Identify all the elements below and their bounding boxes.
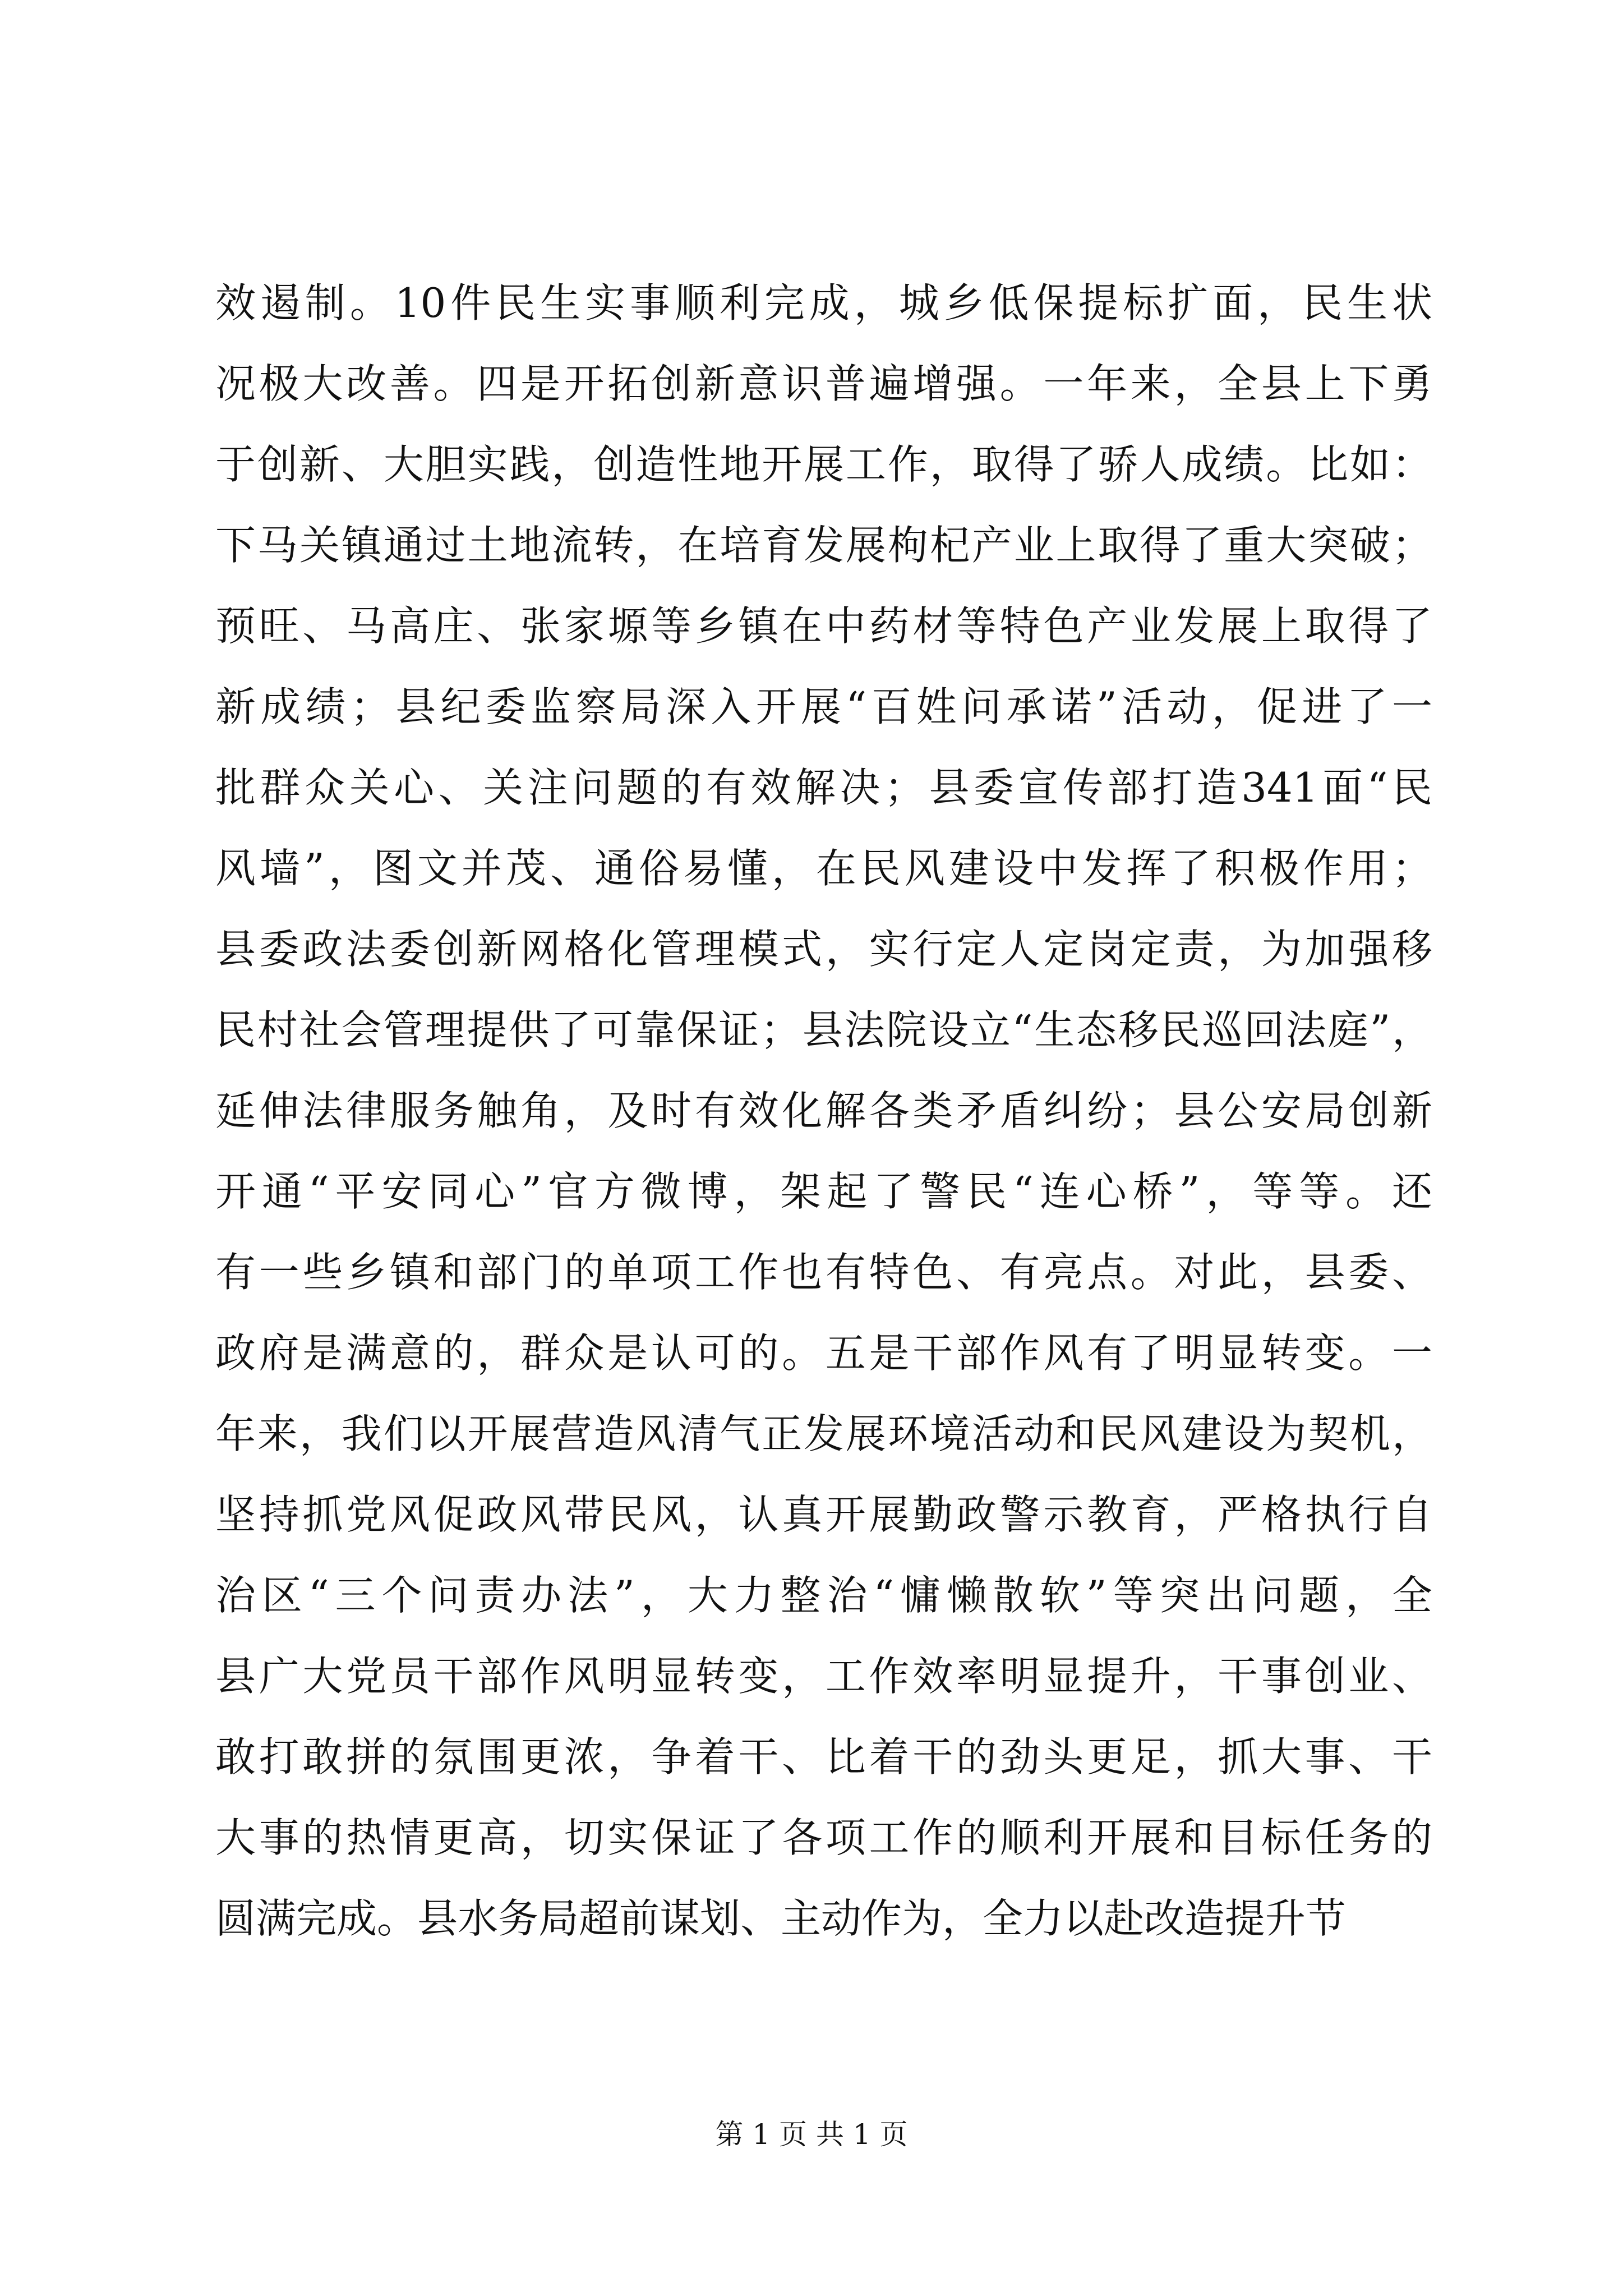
text-line: 风墙”，图文并茂、通俗易懂，在民风建设中发挥了积极作用；	[215, 845, 1432, 892]
text-line: 下马关镇通过土地流转，在培育发展枸杞产业上取得了重大突破；	[215, 522, 1432, 569]
text-line: 县委政法委创新网格化管理模式，实行定人定岗定责，为加强移	[215, 926, 1432, 973]
text-line: 延伸法律服务触角，及时有效化解各类矛盾纠纷；县公安局创新	[215, 1087, 1432, 1134]
text-line: 有一些乡镇和部门的单项工作也有特色、有亮点。对此，县委、	[215, 1249, 1432, 1296]
text-line: 效遏制。10件民生实事顺利完成，城乡低保提标扩面，民生状	[215, 279, 1432, 326]
text-line: 于创新、大胆实践，创造性地开展工作，取得了骄人成绩。比如：	[215, 441, 1432, 488]
text-line: 圆满完成。县水务局超前谋划、主动作为，全力以赴改造提升节	[215, 1895, 1347, 1942]
text-line: 新成绩；县纪委监察局深入开展“百姓问承诺”活动，促进了一	[215, 683, 1432, 730]
text-line: 况极大改善。四是开拓创新意识普遍增强。一年来，全县上下勇	[215, 360, 1432, 407]
body-paragraph	[215, 263, 1432, 1959]
page-footer: 第 1 页 共 1 页	[715, 2118, 908, 2151]
text-line: 县广大党员干部作风明显转变，工作效率明显提升，干事创业、	[215, 1653, 1432, 1700]
text-line: 政府是满意的，群众是认可的。五是干部作风有了明显转变。一	[215, 1329, 1432, 1377]
text-line: 治区“三个问责办法”，大力整治“慵懒散软”等突出问题，全	[215, 1572, 1432, 1619]
text-line: 年来，我们以开展营造风清气正发展环境活动和民风建设为契机，	[215, 1410, 1432, 1457]
text-line: 开通“平安同心”官方微博，架起了警民“连心桥”，等等。还	[215, 1168, 1432, 1215]
text-line: 批群众关心、关注问题的有效解决；县委宣传部打造341面“民	[215, 764, 1432, 811]
text-line: 大事的热情更高，切实保证了各项工作的顺利开展和目标任务的	[215, 1814, 1432, 1861]
text-line: 敢打敢拼的氛围更浓，争着干、比着干的劲头更足，抓大事、干	[215, 1733, 1432, 1780]
text-line: 坚持抓党风促政风带民风，认真开展勤政警示教育，严格执行自	[215, 1491, 1432, 1538]
text-line: 预旺、马高庄、张家塬等乡镇在中药材等特色产业发展上取得了	[215, 602, 1432, 650]
text-line: 民村社会管理提供了可靠保证；县法院设立“生态移民巡回法庭”，	[215, 1006, 1432, 1053]
